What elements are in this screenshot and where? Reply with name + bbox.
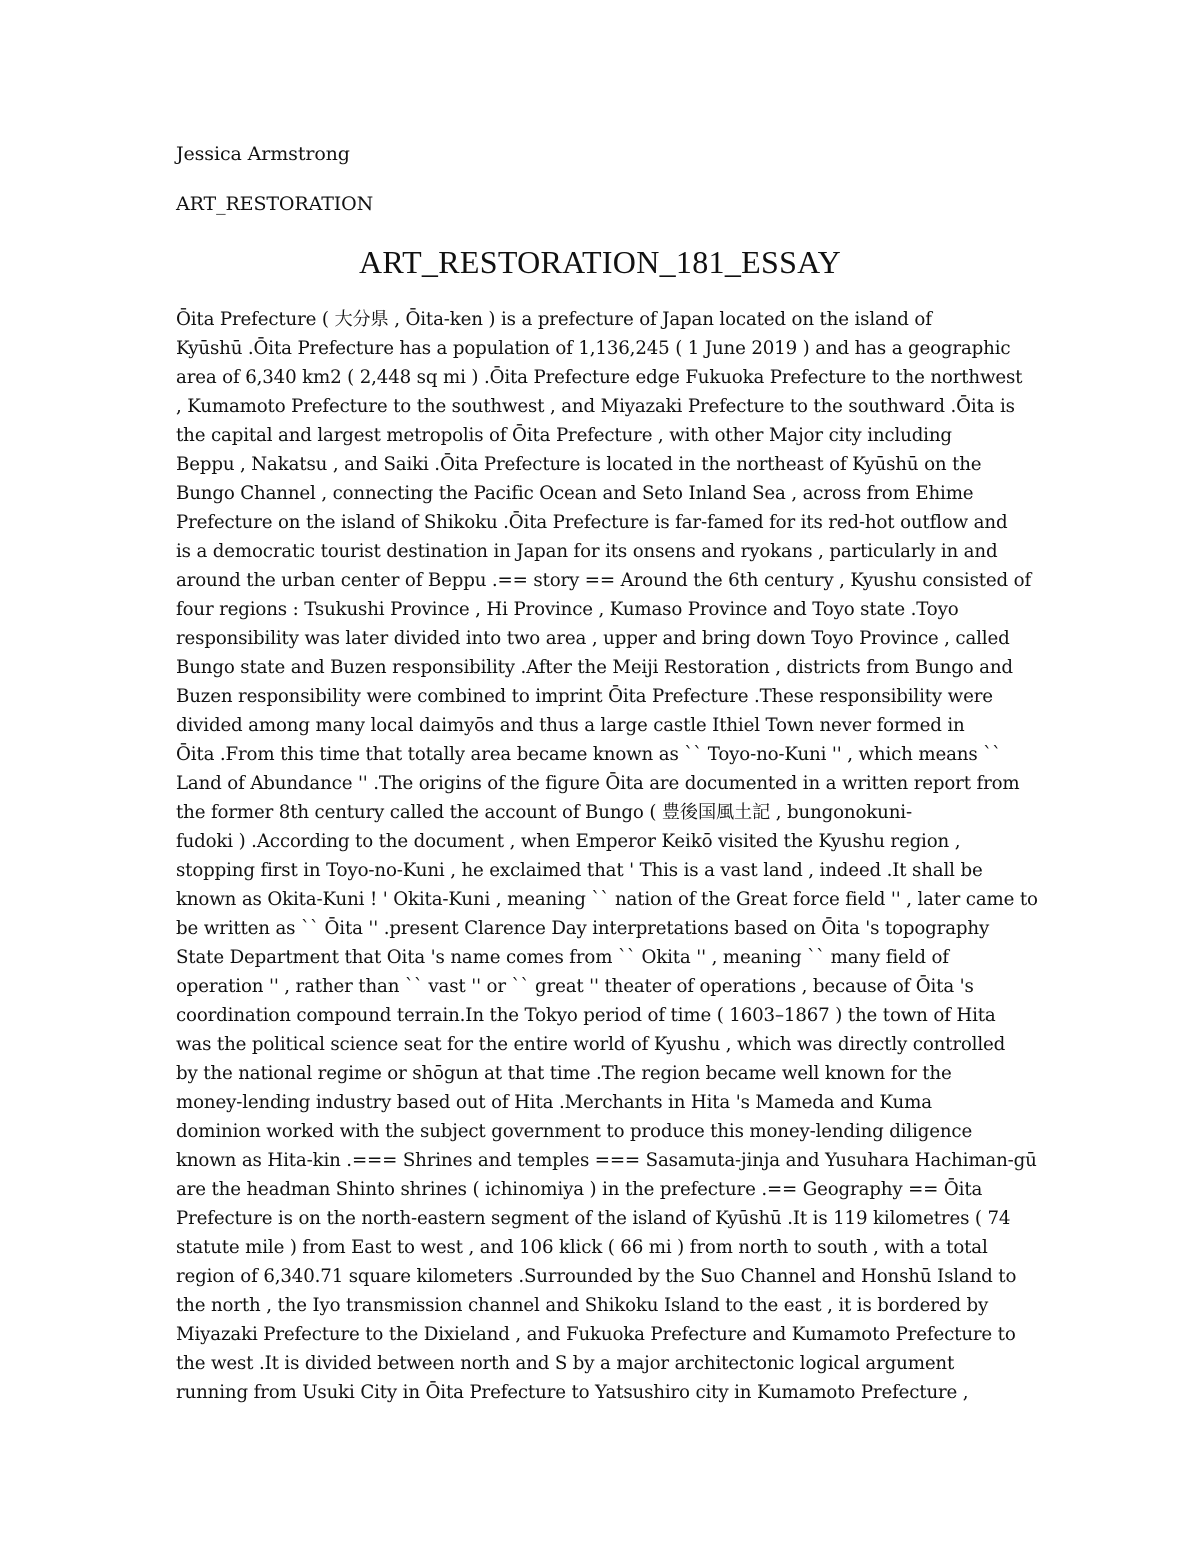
body-line: the west .It is divided between north and S by a major architectonic logical argument (176, 1353, 955, 1374)
body-line: Prefecture is on the north-eastern segment of the island of Kyūshū .It is 119 kilometres ( 74 (176, 1208, 1011, 1229)
body-line: known as Hita-kin .=== Shrines and temples === Sasamuta-jinja and Yusuhara Hachiman-gū (176, 1150, 1037, 1171)
body-line: responsibility was later divided into two area , upper and bring down Toyo Province , called (176, 628, 1010, 649)
body-line: four regions : Tsukushi Province , Hi Province , Kumaso Province and Toyo state .Toyo (176, 599, 959, 620)
body-line: divided among many local daimyōs and thus a large castle Ithiel Town never formed in (176, 715, 965, 736)
body-line: running from Usuki City in Ōita Prefecture to Yatsushiro city in Kumamoto Prefecture , (176, 1382, 969, 1403)
body-line: stopping first in Toyo-no-Kuni , he exclaimed that ' This is a vast land , indeed .It shall be (176, 860, 983, 881)
body-line: State Department that Oita 's name comes from `` Okita '' , meaning `` many field of (176, 947, 949, 968)
course-name: ART_RESTORATION (176, 193, 374, 215)
body-line: the north , the Iyo transmission channel and Shikoku Island to the east , it is bordered by (176, 1295, 989, 1316)
body-line: coordination compound terrain.In the Tokyo period of time ( 1603–1867 ) the town of Hita (176, 1005, 996, 1026)
body-line: area of 6,340 km2 ( 2,448 sq mi ) .Ōita Prefecture edge Fukuoka Prefecture to the northwest (176, 367, 1023, 388)
essay-title: ART_RESTORATION_181_ESSAY (358, 244, 842, 280)
body-line: the capital and largest metropolis of Ōita Prefecture , with other Major city including (176, 425, 952, 446)
body-line: is a democratic tourist destination in Japan for its onsens and ryokans , particularly in and (176, 541, 998, 562)
body-line: Buzen responsibility were combined to imprint Ōita Prefecture .These responsibility were (176, 686, 993, 707)
body-line: the former 8th century called the account of Bungo ( 豊後国風土記 , bungonokuni- (176, 802, 912, 823)
body-line: Prefecture on the island of Shikoku .Ōita Prefecture is far-famed for its red-hot outflow and (176, 512, 1008, 533)
body-line: Beppu , Nakatsu , and Saiki .Ōita Prefecture is located in the northeast of Kyūshū on the (176, 454, 982, 475)
body-line: Bungo state and Buzen responsibility .After the Meiji Restoration , districts from Bungo and (176, 657, 1013, 678)
body-line: Ōita .From this time that totally area became known as `` Toyo-no-Kuni '' , which means `` (176, 744, 1002, 765)
body-line: operation '' , rather than `` vast '' or `` great '' theater of operations , because of Ōita 's (176, 976, 974, 997)
body-line: Bungo Channel , connecting the Pacific Ocean and Seto Inland Sea , across from Ehime (176, 483, 974, 504)
body-line: fudoki ) .According to the document , when Emperor Keikō visited the Kyushu region , (176, 831, 961, 852)
body-line: was the political science seat for the entire world of Kyushu , which was directly controlled (176, 1034, 1006, 1055)
body-line: known as Okita-Kuni ! ' Okita-Kuni , meaning `` nation of the Great force field '' , later came to (176, 889, 1038, 910)
body-line: statute mile ) from East to west , and 106 klick ( 66 mi ) from north to south , with a total (176, 1237, 988, 1258)
body-line: Kyūshū .Ōita Prefecture has a population of 1,136,245 ( 1 June 2019 ) and has a geographic (176, 338, 1011, 359)
body-line: Miyazaki Prefecture to the Dixieland , and Fukuoka Prefecture and Kumamoto Prefecture to (176, 1324, 1016, 1345)
body-line: Ōita Prefecture ( 大分県 , Ōita-ken ) is a prefecture of Japan located on the island of (176, 309, 932, 330)
body-line: , Kumamoto Prefecture to the southwest , and Miyazaki Prefecture to the southward .Ōita is (176, 396, 1015, 417)
body-line: are the headman Shinto shrines ( ichinomiya ) in the prefecture .== Geography == Ōita (176, 1179, 983, 1200)
body-line: money-lending industry based out of Hita .Merchants in Hita 's Mameda and Kuma (176, 1092, 932, 1113)
body-line: around the urban center of Beppu .== story == Around the 6th century , Kyushu consisted of (176, 570, 1032, 591)
body-line: dominion worked with the subject government to produce this money-lending diligence (176, 1121, 973, 1142)
body-line: Land of Abundance '' .The origins of the figure Ōita are documented in a written report from (176, 773, 1020, 794)
body-line: by the national regime or shōgun at that time .The region became well known for the (176, 1063, 952, 1084)
body-line: be written as `` Ōita '' .present Clarence Day interpretations based on Ōita 's topography (176, 918, 990, 939)
essay-body (176, 305, 1056, 1407)
author-name: Jessica Armstrong (176, 143, 350, 165)
body-line: region of 6,340.71 square kilometers .Surrounded by the Suo Channel and Honshū Island to (176, 1266, 1017, 1287)
